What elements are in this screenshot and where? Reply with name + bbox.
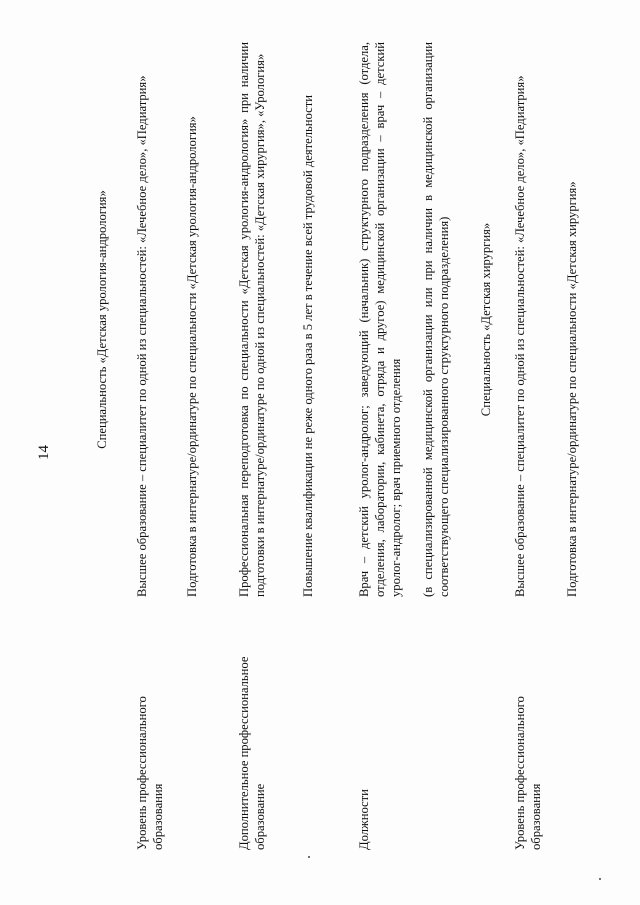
row-label-additional-education: Дополнительное профессиональное образование xyxy=(237,656,267,850)
row-text-education-3: Высшее образование – специалитет по одной из специальностей: «Лечебное дело», «Педиатрия» xyxy=(513,75,527,597)
row-text-education-4: Подготовка в интернатуре/ординатуре по специальности «Детская хирургия» xyxy=(565,181,579,597)
section-title-pediatric-surgery: Специальность «Детская хирургия» xyxy=(479,222,493,417)
row-text-education-2: Подготовка в интернатуре/ординатуре по специальности «Детская урология-андрология» xyxy=(185,116,199,597)
row-label-education-level: Уровень профессионального образования xyxy=(135,696,165,850)
row-text-positions-2: (в специализированной медицинской организации или при наличии в медицинской организации соответствующего специализированного структурного подразделения) xyxy=(421,42,451,597)
row-text-additional-1: Профессиональная переподготовка по специальности «Детская урология-андрология» при наличии подготовки в интернатуре/ординатуре по одной из специальностей: «Детская хирургия», «Урология» xyxy=(237,42,267,597)
row-text-additional-2: Повышение квалификации не реже одного раза в 5 лет в течение всей трудовой деятельности xyxy=(301,95,315,597)
row-label-positions: Должности xyxy=(357,789,371,850)
page-number: 14 xyxy=(36,445,52,460)
row-text-education-1: Высшее образование – специалитет по одной из специальностей: «Лечебное дело», «Педиатрия» xyxy=(135,75,149,597)
row-label-education-level-2: Уровень профессионального образования xyxy=(513,696,543,850)
section-title-pediatric-urology: Специальность «Детская урология-андрология» xyxy=(95,190,109,449)
row-text-positions-1: Врач – детский уролог-андролог; заведующий (начальник) структурного подразделения (отдела, отделения, лаборатории, кабинета, отряда и другое) медицинской организации – врач – детский уролог-андролог; врач приемного отделения xyxy=(357,42,403,597)
